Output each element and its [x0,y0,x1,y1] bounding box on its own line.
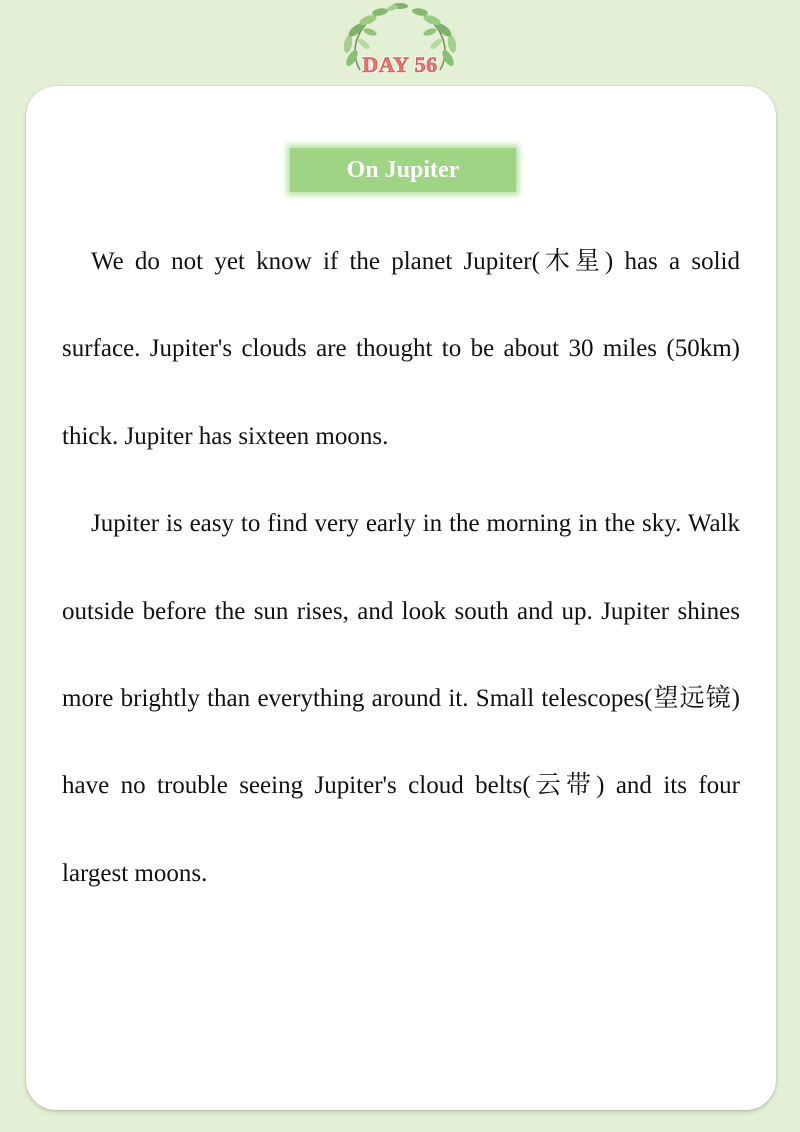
article-body [62,218,740,917]
paragraph: We do not yet know if the planet Jupiter(木星) has a solid surface. Jupiter's clouds are thought to be about 30 miles (50km) thick. Jupiter has sixteen moons. [62,248,740,450]
page-title: On Jupiter [290,148,516,192]
paragraph: Jupiter is easy to find very early in the morning in the sky. Walk outside before the sun rises, and look south and up. Jupiter shines more brightly than everything around it. Small telescopes(望远镜) have no trouble seeing Jupiter's cloud belts(云带) and its four largest moons. [62,510,740,887]
day-badge: DAY 56 [362,52,438,77]
